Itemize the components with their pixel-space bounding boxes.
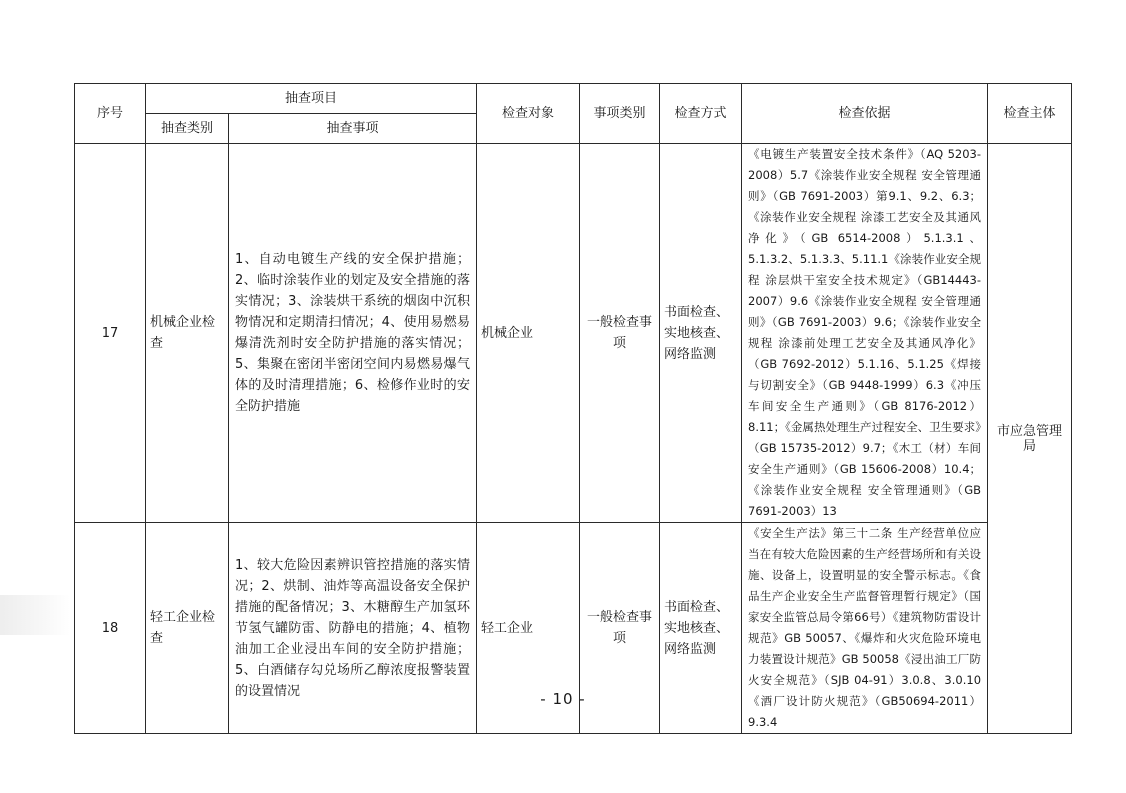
page-number: - 10 - [540, 690, 586, 708]
row-matter-text: 1、自动电镀生产线的安全保护措施；2、临时涂装作业的划定及安全措施的落实情况；3、涂装烘干系统的烟囱中沉积物情况和定期清扫情况；4、使用易燃易爆清洗剂时安全防护措施的落实情况；5、集聚在密闭半密闭空间内易燃易爆气体的及时清理措施；6、检修作业时的安全防护措施 [235, 252, 471, 414]
row-target [477, 144, 580, 523]
row-subject-text: 市应急管理局 [997, 423, 1063, 454]
row-target-text: 机械企业 [481, 325, 534, 341]
header-items-group: 抽查项目 [146, 84, 477, 114]
row-index: 18 [75, 523, 146, 734]
header-subject: 检查主体 [988, 84, 1072, 144]
row-method-text: 书面检查、实地核查、网络监测 [664, 599, 730, 657]
row-category-text: 机械企业检查 [150, 315, 216, 351]
row-subject [988, 144, 1072, 734]
row-target-text: 轻工企业 [481, 620, 534, 636]
inspection-table [74, 83, 1072, 734]
row-basis-text: 《安全生产法》第三十二条 生产经营单位应当在有较大危险因素的生产经营场所和有关设施、设备上，设置明显的安全警示标志。《食品生产企业安全生产监督管理暂行规定》（国家安全监管总局令第66号）《建筑物防雷设计规范》GB 50057、《爆炸和火灾危险环境电力装置设计规范》GB 50058《浸出油工厂防火安全规范》（SJB 04-91）3.0.8、3.0.10《酒厂设计防火规范》（GB50694-2011）9.3.4 [748, 526, 982, 729]
header-matter: 抽查事项 [229, 114, 477, 144]
scan-smudge [0, 595, 70, 635]
row-type-text: 一般检查事项 [587, 315, 653, 351]
header-method: 检查方式 [660, 84, 742, 144]
row-index: 17 [75, 144, 146, 523]
row-method [660, 144, 742, 523]
row-matter-text: 1、较大危险因素辨识管控措施的落实情况；2、烘制、油炸等高温设备安全保护措施的配备情况；3、木糖醇生产加氢环节氢气罐防雷、防静电的措施；4、植物油加工企业浸出车间的安全防护措施；5、白酒储存勾兑场所乙醇浓度报警装置的设置情况 [235, 557, 471, 699]
row-matter [229, 144, 477, 523]
header-basis: 检查依据 [742, 84, 988, 144]
row-category [146, 144, 229, 523]
row-type-text: 一般检查事项 [587, 610, 653, 646]
header-type: 事项类别 [580, 84, 660, 144]
row-method-text: 书面检查、实地核查、网络监测 [664, 304, 730, 362]
header-category: 抽查类别 [146, 114, 229, 144]
row-basis [742, 144, 988, 523]
header-target: 检查对象 [477, 84, 580, 144]
row-type [580, 144, 660, 523]
table-row [75, 144, 1072, 523]
row-category-text: 轻工企业检查 [150, 610, 216, 646]
header-index: 序号 [75, 84, 146, 144]
header-row-1 [75, 84, 1072, 114]
row-basis-text: 《电镀生产装置安全技术条件》（AQ 5203-2008）5.7《涂装作业安全规程 安全管理通则》（GB 7691-2003）第9.1、9.2、6.3；《涂装作业安全规程 涂漆工艺安全及其通风净化》（GB 6514-2008）5.1.3.1、5.1.3.2、5.1.3.3、5.11.1《涂装作业安全规程 涂层烘干室安全技术规定》（GB14443-2007）9.6《涂装作业安全规程 安全管理通则》（GB 7691-2003）9.6；《涂装作业安全规程 涂漆前处理工艺安全及其通风净化》（GB 7692-2012）5.1.16、5.1.25《焊接与切割安全》（GB 9448-1999）6.3《冲压车间安全生产通则》（GB 8176-2012）8.11；《金属热处理生产过程安全、卫生要求》（GB 15735-2012）9.7；《木工（材）车间安全生产通则》（GB 15606-2008）10.4；《涂装作业安全规程 安全管理通则》（GB 7691-2003）13 [748, 147, 982, 518]
